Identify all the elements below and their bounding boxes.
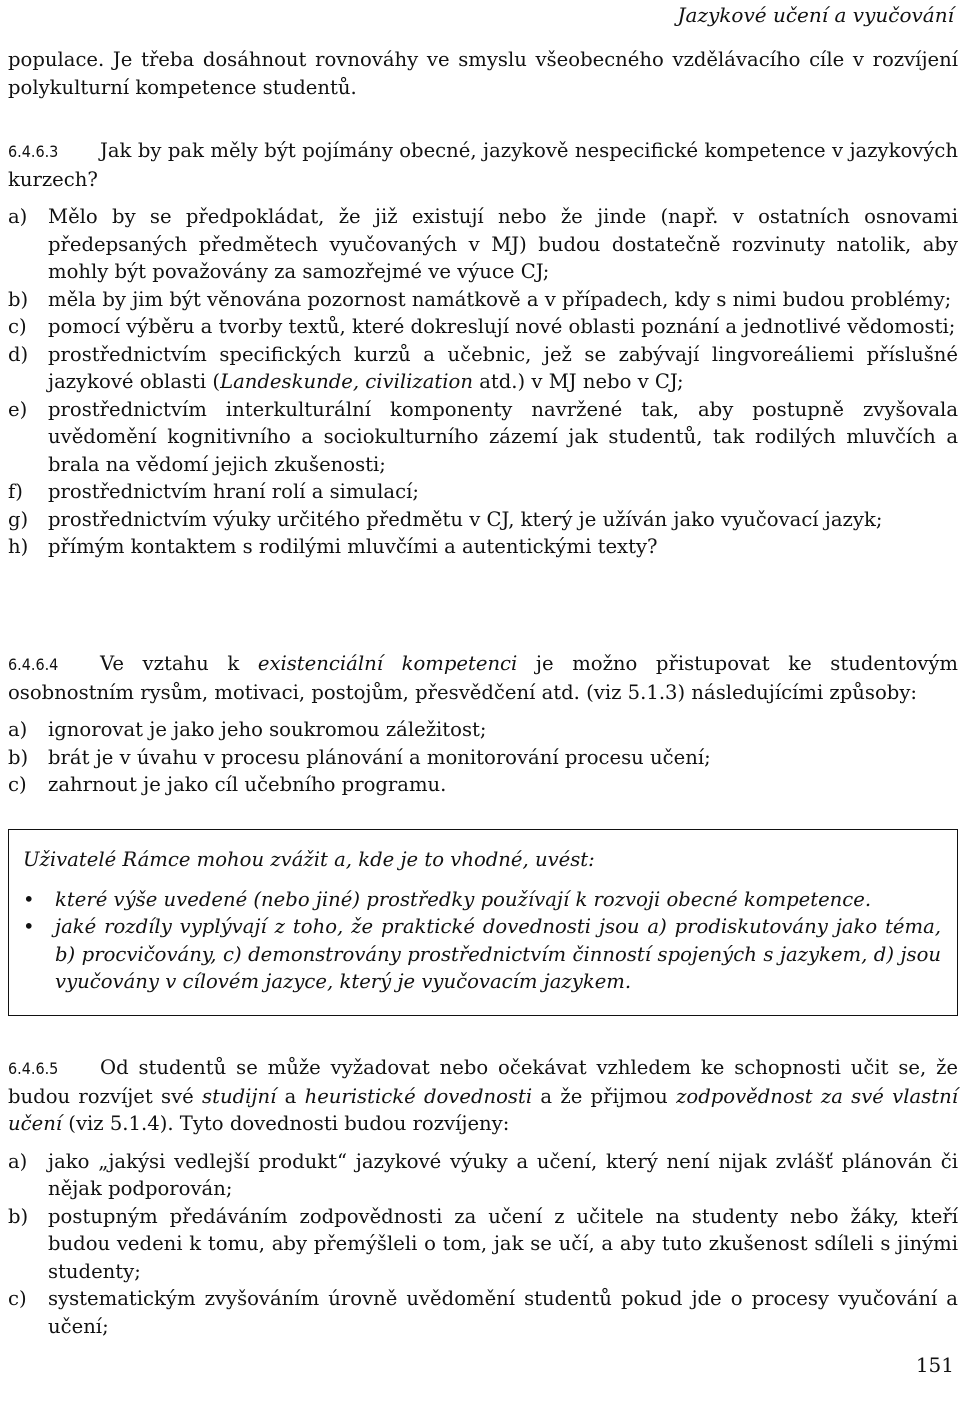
list-item (8, 771, 958, 799)
list-label: a) (8, 718, 28, 741)
list-label: d) (8, 342, 29, 366)
section-number: 6.4.6.3 (8, 142, 59, 161)
box-bullet (23, 886, 941, 914)
list-item (8, 341, 958, 396)
list-label: e) (8, 397, 28, 421)
section-text: Ve vztahu k (100, 652, 258, 675)
section-intro (8, 137, 958, 193)
section-text-italic: existenciální kompetenci (257, 652, 518, 675)
box-intro: Uživatelé Rámce mohou zvážit a, kde je to vhodné, uvést: (23, 848, 595, 871)
list-item (8, 716, 958, 744)
list-item (8, 1148, 958, 1203)
list-text: jako „jakýsi vedlejší produkt“ jazykové výuky a učení, který není nijak zvlášť plánován či nějak podporován; (48, 1149, 958, 1200)
page-number: 151 (915, 1353, 954, 1377)
list-text: přímým kontaktem s rodilými mluvčími a autentickými texty? (48, 535, 658, 558)
list-text: prostřednictvím interkulturální komponenty navržené tak, aby postupně zvyšovala uvědomění kognitivního a sociokulturního zázemí jak studentů, tak rodilých mluvčích a brala na vědomí jejich zkušenosti; (48, 397, 958, 476)
list-text: měla by jim být věnována pozornost namátkově a v případech, kdy s nimi budou problémy; (48, 287, 952, 311)
bullet-icon: • (23, 915, 35, 938)
list-label: c) (8, 1287, 27, 1310)
list-label: c) (8, 773, 27, 796)
box-bullet (23, 913, 941, 996)
list-label: f) (8, 480, 23, 503)
paragraph-top (8, 46, 958, 101)
section-6-4-6-3 (8, 137, 958, 561)
list-label: b) (8, 287, 29, 311)
section-text-italic: heuristické dovednosti (304, 1084, 533, 1108)
list-item (8, 286, 958, 314)
list-label: g) (8, 507, 29, 531)
list-text-italic: Landeskunde, civilization (220, 370, 473, 393)
section-intro (8, 650, 958, 706)
section-text: je možno přistupovat ke studentovým osobnostním rysům, motivaci, postojům, přesvědčení atd. (viz 5.1.3) následujícími způsoby: (8, 652, 958, 704)
list-label: b) (8, 1204, 29, 1228)
list-item (8, 203, 958, 286)
list-label: c) (8, 315, 27, 338)
list-item (8, 313, 958, 341)
list-item (8, 1203, 958, 1286)
section-6-4-6-5 (8, 1054, 958, 1340)
list-text: systematickým zvyšováním úrovně uvědomění studentů pokud jde o procesy vyučování a učení; (48, 1287, 958, 1338)
bullet-icon: • (23, 887, 35, 911)
list-text: brát je v úvahu v procesu plánování a monitorování procesu učení; (48, 745, 711, 769)
list-item (8, 533, 958, 561)
list-item (8, 506, 958, 534)
section-number: 6.4.6.5 (8, 1059, 59, 1078)
list-text: Mělo by se předpokládat, že již existují nebo že jinde (např. v ostatních osnovami předepsaných předmětech vyučovaných v MJ) budou dostatečně rozvinuty natolik, aby mohly být považovány za samozřejmé ve výuce CJ; (48, 205, 958, 283)
list-item (8, 744, 958, 772)
list-item (8, 1285, 958, 1340)
list-text-part: atd.) v MJ nebo v CJ; (472, 370, 684, 393)
running-header: Jazykové učení a vyučování (677, 3, 954, 27)
section-text-italic: studijní (202, 1084, 277, 1108)
list-text: zahrnout je jako cíl učebního programu. (48, 773, 447, 796)
section-text: Jak by pak měly být pojímány obecné, jazykově nespecifické kompetence v jazykových kurzech? (8, 139, 958, 191)
bullet-text: které výše uvedené (nebo jiné) prostředky používají k rozvoji obecné kompetence. (55, 887, 872, 911)
section-text-italic: zodpovědnost za své vlastní učení (8, 1084, 959, 1135)
section-text: (viz 5.1.4). Tyto dovednosti budou rozvíjeny: (62, 1112, 510, 1135)
bullet-text: jaké rozdíly vyplývají z toho, že praktické dovednosti jsou a) prodiskutovány jako téma, b) procvičovány, c) demonstrovány prostřednictvím činností spojených s jazykem, d) jsou vyučovány v cílovém jazyce, který je vyučovacím jazykem. (55, 915, 941, 993)
section-intro (8, 1054, 958, 1138)
paragraph-top-text: populace. Je třeba dosáhnout rovnováhy ve smyslu všeobecného vzdělávacího cíle v rozvíjení polykulturní kompetence studentů. (8, 48, 958, 99)
list-label: a) (8, 1149, 28, 1173)
section-number: 6.4.6.4 (8, 655, 59, 674)
section-text: a že přijmou (532, 1084, 677, 1108)
list-text: prostřednictvím výuky určitého předmětu v CJ, který je užíván jako vyučovací jazyk; (48, 507, 883, 531)
list-text-part: prostřednictvím specifických kurzů a učebnic, jež se zabývají lingvoreáliemi příslušné jazykové oblasti ( (48, 342, 958, 393)
list-item (8, 396, 958, 479)
list-text: postupným předáváním zodpovědnosti za učení z učitele na studenty nebo žáky, kteří budou vedeni k tomu, aby přemýšleli o tom, jak se učí, a aby tuto zkušenost sdíleli s jinými studenty; (48, 1204, 958, 1283)
list-text: prostřednictvím hraní rolí a simulací; (48, 480, 419, 503)
list-label: h) (8, 535, 29, 558)
user-consideration-box (8, 829, 958, 1016)
list-text: ignorovat je jako jeho soukromou záležitost; (48, 718, 487, 741)
list-label: a) (8, 205, 28, 228)
list-item (8, 478, 958, 506)
list-text (48, 341, 958, 396)
section-6-4-6-4 (8, 650, 958, 799)
list-text: pomocí výběru a tvorby textů, které dokreslují nové oblasti poznání a jednotlivé vědomosti; (48, 315, 956, 338)
list-label: b) (8, 745, 29, 769)
section-text: Od studentů se může vyžadovat nebo očekávat vzhledem ke schopnosti učit se, že budou rozvíjet své (8, 1056, 958, 1108)
section-text: a (276, 1084, 305, 1108)
